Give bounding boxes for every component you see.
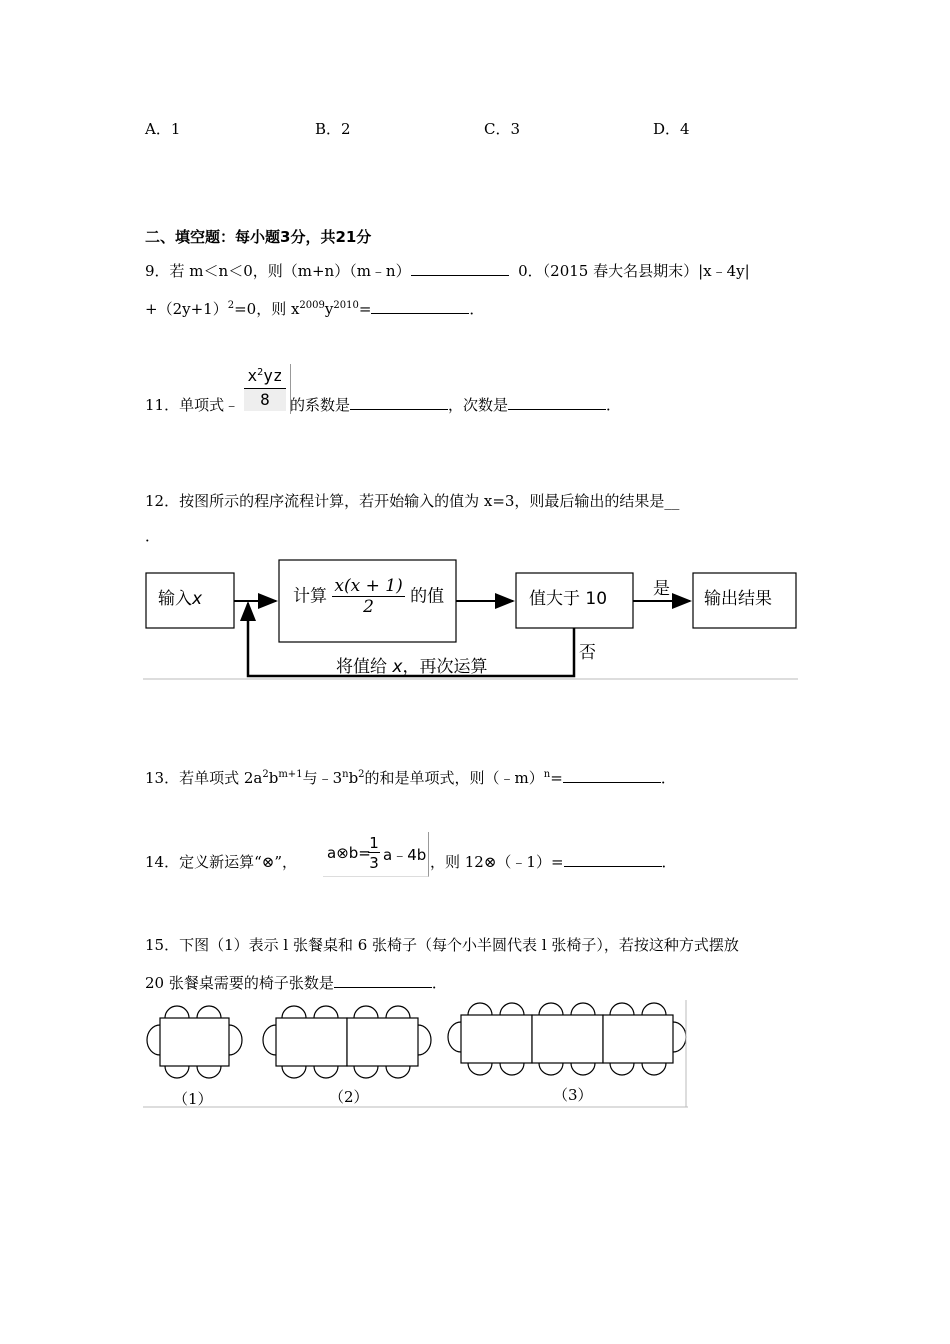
q11-end: ． bbox=[606, 396, 622, 414]
q14-formula-image bbox=[323, 832, 429, 877]
question-12-dot: ． bbox=[145, 527, 161, 545]
chair-3-top-d bbox=[571, 1003, 595, 1015]
compute-label bbox=[293, 576, 444, 617]
q9-sup-1: 2 bbox=[227, 300, 235, 311]
tables-drawing bbox=[143, 1000, 688, 1110]
caption-1: （1） bbox=[173, 1090, 213, 1108]
chair-3-bot-f bbox=[642, 1063, 666, 1075]
chair-3-right bbox=[673, 1022, 686, 1052]
no-label: 否 bbox=[579, 643, 596, 663]
chair-2-top-a bbox=[282, 1006, 306, 1018]
q14-b: ，则 12⊗（﹣1）= bbox=[430, 853, 564, 871]
chair-3-top-a bbox=[468, 1003, 492, 1015]
question-15-line1: 15．下图（1）表示 l 张餐桌和 6 张椅子（每个小半圆代表 l 张椅子），若按这种方式摆放 bbox=[145, 936, 739, 954]
chair-2-bot-a bbox=[282, 1066, 306, 1078]
q9-text-e: y bbox=[324, 300, 334, 318]
table-3a bbox=[461, 1015, 532, 1063]
q13-s2: m+1 bbox=[278, 769, 303, 780]
q13-end: ． bbox=[660, 769, 676, 787]
compute-num: x(x + 1) bbox=[334, 576, 403, 596]
q13-s5: n bbox=[543, 769, 551, 780]
question-12-text: 12．按图所示的程序流程计算，若开始输入的值为 x=3，则最后输出的结果是__ bbox=[145, 492, 680, 510]
q11-num-yz: yz bbox=[263, 366, 283, 385]
q11-frac-den: 8 bbox=[244, 389, 286, 411]
section-title: 二、填空题：每小题3分，共21分 bbox=[145, 228, 372, 246]
loop-label bbox=[336, 652, 487, 677]
q13-blank bbox=[563, 768, 661, 783]
question-9-line2 bbox=[145, 298, 484, 319]
chair-1-top-b bbox=[197, 1006, 221, 1018]
chair-1-right bbox=[229, 1025, 242, 1055]
question-9-line1 bbox=[145, 260, 750, 281]
q15-blank bbox=[334, 973, 432, 988]
q11-mid: 的系数是 bbox=[290, 396, 351, 414]
loop-label-a: 将值给 bbox=[336, 657, 387, 677]
chair-2-top-d bbox=[386, 1006, 410, 1018]
output-label: 输出结果 bbox=[704, 589, 772, 609]
q9-text-f: = bbox=[358, 300, 372, 318]
chair-3-top-c bbox=[539, 1003, 563, 1015]
caption-2: （2） bbox=[329, 1088, 369, 1106]
chair-1-bot-b bbox=[197, 1066, 221, 1078]
q15-line2-text: 20 张餐桌需要的椅子张数是 bbox=[145, 974, 334, 992]
q13-f: = bbox=[550, 769, 563, 787]
table-2b bbox=[347, 1018, 418, 1066]
option-a: A．1 bbox=[145, 120, 181, 138]
question-14-prefix: 14．定义新运算“⊗”， bbox=[145, 853, 297, 871]
q14-end: ． bbox=[661, 853, 677, 871]
chair-1-bot-a bbox=[165, 1066, 189, 1078]
question-11-prefix: 11．单项式﹣ bbox=[145, 396, 240, 414]
input-var: x bbox=[192, 589, 203, 609]
chair-3-bot-a bbox=[468, 1063, 492, 1075]
option-c: C．3 bbox=[484, 120, 521, 138]
question-15-line2 bbox=[145, 972, 447, 993]
q11-fraction-image bbox=[240, 364, 291, 414]
compute-den: 2 bbox=[363, 597, 374, 617]
input-label bbox=[158, 584, 202, 609]
condition-label: 值大于 10 bbox=[529, 589, 608, 609]
question-11-rest bbox=[290, 394, 621, 415]
chair-1-top-a bbox=[165, 1006, 189, 1018]
flowchart bbox=[143, 558, 798, 680]
compute-fraction bbox=[332, 576, 404, 617]
q9-text-c: +（2y+1） bbox=[145, 300, 228, 318]
chair-3-top-b bbox=[500, 1003, 524, 1015]
option-d: D．4 bbox=[653, 120, 690, 138]
chair-3-top-e bbox=[610, 1003, 634, 1015]
compute-prefix: 计算 bbox=[293, 586, 327, 607]
q9-blank-2 bbox=[371, 299, 469, 314]
table-3b bbox=[532, 1015, 603, 1063]
q13-s1: 2 bbox=[262, 769, 269, 780]
q15-end: ． bbox=[431, 974, 447, 992]
chair-3-bot-d bbox=[571, 1063, 595, 1075]
chair-3-left bbox=[448, 1022, 461, 1052]
table-3c bbox=[603, 1015, 673, 1063]
chair-2-top-c bbox=[354, 1006, 378, 1018]
q9-text-d: =0，则 x bbox=[234, 300, 300, 318]
q13-e: 的和是单项式，则（﹣m） bbox=[364, 769, 544, 787]
yes-label: 是 bbox=[653, 579, 670, 599]
q13-d: b bbox=[348, 769, 359, 787]
chair-2-left bbox=[263, 1025, 276, 1055]
q13-b: b bbox=[268, 769, 279, 787]
q9-text-b: 0．（2015 春大名县期末）|x﹣4y| bbox=[518, 262, 750, 280]
q14-formula-a: a⊗b= bbox=[327, 844, 371, 862]
q11-sep: ，次数是 bbox=[448, 396, 509, 414]
table-2a bbox=[276, 1018, 347, 1066]
question-13 bbox=[145, 767, 676, 788]
option-b: B．2 bbox=[315, 120, 351, 138]
q11-blank-1 bbox=[350, 395, 448, 410]
question-14-rest bbox=[430, 851, 677, 872]
table-1 bbox=[160, 1018, 229, 1066]
q13-c: 与﹣3 bbox=[302, 769, 343, 787]
q14-blank bbox=[564, 852, 662, 867]
chair-3-bot-c bbox=[539, 1063, 563, 1075]
chair-2-right bbox=[418, 1025, 431, 1055]
input-label-text: 输入 bbox=[158, 589, 192, 609]
q11-frac-num bbox=[244, 364, 286, 389]
loop-label-b: ，再次运算 bbox=[402, 657, 488, 677]
q13-a: 13．若单项式 2a bbox=[145, 769, 263, 787]
q14-formula-den: 3 bbox=[369, 854, 379, 872]
chair-3-bot-b bbox=[500, 1063, 524, 1075]
q14-formula-b: a﹣4b bbox=[383, 846, 427, 864]
q13-s3: n bbox=[342, 769, 349, 780]
chair-2-bot-d bbox=[386, 1066, 410, 1078]
q9-sup-2: 2009 bbox=[299, 300, 325, 311]
tables-figure bbox=[143, 1000, 688, 1110]
q11-num-x: x bbox=[247, 366, 258, 385]
compute-suffix: 的值 bbox=[410, 586, 445, 607]
q9-text-a: 9．若 m＜n＜0，则（m+n）（m﹣n） bbox=[145, 262, 411, 280]
q11-blank-2 bbox=[508, 395, 606, 410]
q13-s4: 2 bbox=[358, 769, 365, 780]
q9-end: ． bbox=[469, 300, 485, 318]
chair-3-bot-e bbox=[610, 1063, 634, 1075]
chair-3-top-f bbox=[642, 1003, 666, 1015]
chair-1-left bbox=[147, 1025, 160, 1055]
caption-3: （3） bbox=[553, 1086, 593, 1104]
q9-blank-1 bbox=[411, 261, 509, 276]
q14-formula-num: 1 bbox=[369, 834, 379, 852]
q11-num-sup: 2 bbox=[257, 367, 264, 378]
chair-2-bot-c bbox=[354, 1066, 378, 1078]
loop-var: x bbox=[392, 657, 403, 677]
q9-sup-3: 2010 bbox=[333, 300, 359, 311]
chair-2-bot-b bbox=[314, 1066, 338, 1078]
chair-2-top-b bbox=[314, 1006, 338, 1018]
